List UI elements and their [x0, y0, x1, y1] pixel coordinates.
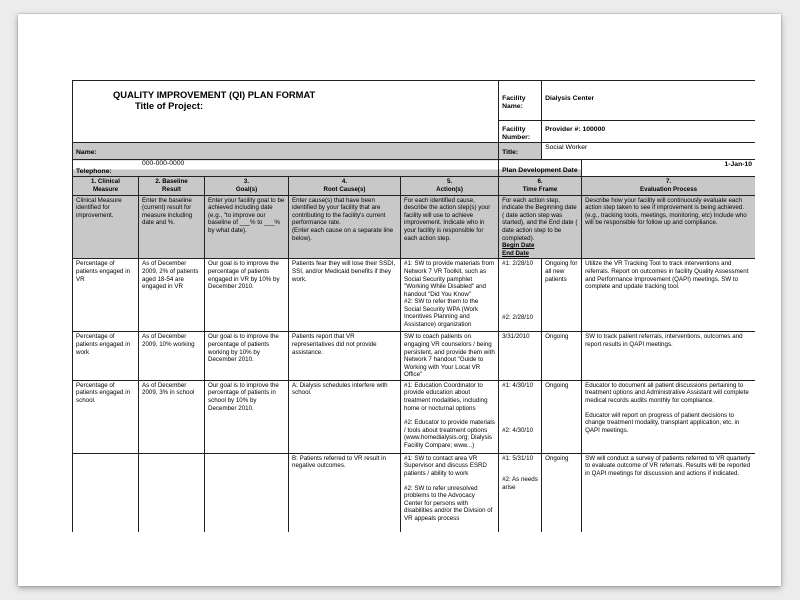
goal-cell: [205, 453, 289, 532]
telephone-value: 000-000-0000: [142, 160, 185, 168]
instruction-time-frame: For each action step, indicate the Beginning date ( date action step was started), and the End date ( date action step to be completed). Begin Date End Date: [499, 195, 582, 259]
instruction-evaluation: Describe how your facility will continuously evaluate each action step taken to see if improvement is being achieved. (e.g., tracking tools, meetings, monitoring, etc) Include who will be responsible for follow up and compliance.: [582, 195, 755, 259]
col-header-actions: 5. Action(s): [401, 177, 499, 195]
action-cell: #1: SW to contact area VR Supervisor and discuss ESRD patients / ability to work #2: SW to refer unresolved problems to the Advocacy Center for persons with disabilities and/or the Division of VR appeals process: [401, 453, 499, 532]
root-cause-cell: A: Dialysis schedules interfere with school.: [289, 380, 401, 453]
facility-name-value: Dialysis Center: [545, 95, 595, 102]
project-title-label: Title of Project:: [135, 100, 204, 111]
begin-date-cell: #1: 5/31/10 #2: As needs arise: [499, 453, 542, 532]
action-cell: #1: SW to provide materials from Network 7 VR Toolkit, such as Social Security pamphlet "Working While Disabled" and handout "Did You Know" #2: SW to refer them to the Social Security WPA (Work Incentives Planning and Assistance) organization: [401, 259, 499, 332]
col-header-goals: 3. Goal(s): [205, 177, 289, 195]
baseline-cell: [139, 453, 205, 532]
goal-cell: Our goal is to improve the percentage of patients in school by 10% by December 2010.: [205, 380, 289, 453]
instruction-measure: Clinical Measure identified for improvement.: [73, 195, 139, 259]
end-date-cell: Ongoing: [542, 380, 582, 453]
evaluation-cell: Utilize the VR Tracking Tool to track interventions and referrals. Report on outcomes in facility Quality Assessment and Performance Improvement (QAPI) meetings. SW to complete and update tracking tool.: [582, 259, 755, 332]
measure-cell: Percentage of patients engaged in school.: [73, 380, 139, 453]
plan-date-label-cell: [499, 160, 582, 177]
instruction-baseline: Enter the baseline (current) result for measure including date and %.: [139, 195, 205, 259]
facility-number-value-cell: [542, 121, 755, 143]
end-date-cell: Ongoing: [542, 332, 582, 381]
goal-cell: Our goal is to improve the percentage of patients working by 10% by December 2010.: [205, 332, 289, 381]
root-cause-cell: Patients fear they will lose their SSDI, SSI, and/or Medicaid benefits if they work.: [289, 259, 401, 332]
action-cell: #1: Education Coordinator to provide education about treatment modalities, including home or nocturnal options #2: Educator to provide materials / tools about treatment options (www.homedialysis.org; Dialysis Facility Compare; www...): [401, 380, 499, 453]
instruction-root-causes: Enter cause(s) that have been identified by your facility that are contributing to the facility's current performance rate. (Enter each cause on a separate line below).: [289, 195, 401, 259]
table-row: [73, 332, 756, 381]
measure-cell: Percentage of patients engaged in work: [73, 332, 139, 381]
baseline-cell: As of December 2009, 3% in school: [139, 380, 205, 453]
begin-date-cell: #1: 4/30/10 #2: 4/30/10: [499, 380, 542, 453]
telephone-label: Telephone:: [76, 167, 112, 175]
col-header-time-frame: 6. Time Frame: [499, 177, 582, 195]
qi-plan-table: [72, 80, 755, 532]
evaluation-cell: SW will conduct a survey of patients referred to VR quarterly to evaluate outcome of VR referrals. Results will be reported in QAPI meetings for discussion and actions if indicated.: [582, 453, 755, 532]
facility-number-label: Facility Number:: [502, 126, 531, 141]
facility-name-value-cell: [542, 81, 755, 121]
title-value: Social Worker: [545, 144, 588, 152]
col-header-baseline: 2. Baseline Result: [139, 177, 205, 195]
root-cause-cell: B: Patients referred to VR result in negative outcomes.: [289, 453, 401, 532]
title-value-cell: [542, 143, 755, 160]
telephone-cell: [73, 160, 499, 177]
measure-cell: [73, 453, 139, 532]
qi-plan-form: [72, 80, 755, 532]
action-cell: SW to coach patients on engaging VR counselors / being persistent, and provide them with Network 7 handout "Guide to Working with Your Local VR Office": [401, 332, 499, 381]
end-date-cell: Ongoing: [542, 453, 582, 532]
col-header-evaluation: 7. Evaluation Process: [582, 177, 755, 195]
table-row: [73, 259, 756, 332]
baseline-cell: As of December 2009, 10% working: [139, 332, 205, 381]
facility-number-value: Provider #: 100000: [545, 126, 606, 133]
table-row: [73, 453, 756, 532]
document-sheet: [18, 14, 781, 586]
goal-cell: Our goal is to improve the percentage of patients engaged in VR by 10% by December 2010.: [205, 259, 289, 332]
root-cause-cell: Patients report that VR representatives did not provide assistance.: [289, 332, 401, 381]
facility-name-label-cell: [499, 81, 542, 121]
name-cell: [73, 143, 499, 160]
evaluation-cell: Educator to document all patient discussions pertaining to treatment options and Administrative Assistant will complete medical records audits monthly for compliance. Educator will report on progress of patient decisions to change treatment modality, transplant application, etc. in QAPI meetings.: [582, 380, 755, 453]
title-label-cell: [499, 143, 542, 160]
plan-date-value-cell: [582, 160, 755, 177]
date-headings: [502, 242, 578, 257]
measure-cell: Percentage of patients engaged in VR: [73, 259, 139, 332]
instruction-goals: Enter your facility goal to be achieved including date (e.g., "to improve our baseline of ___% to ___% by what date).: [205, 195, 289, 259]
name-label: Name:: [76, 149, 97, 157]
title-label: Title:: [502, 149, 519, 157]
instruction-actions: For each identified cause, describe the action step(s) your facility will use to achieve improvement. Indicate who in your facility is responsible for each action step.: [401, 195, 499, 259]
table-row: [73, 380, 756, 453]
evaluation-cell: SW to track patient referrals, interventions, outcomes and report results in QAPI meetings.: [582, 332, 755, 381]
end-date-heading: End Date: [502, 249, 529, 257]
facility-name-label: Facility Name:: [502, 95, 526, 110]
end-date-cell: Ongoing for all new patients: [542, 259, 582, 332]
begin-date-cell: 3/31/2010: [499, 332, 542, 381]
baseline-cell: As of December 2009, 2% of patients aged 18-54 are engaged in VR: [139, 259, 205, 332]
plan-date-label: Plan Development Date: [502, 167, 578, 175]
begin-date-heading: Begin Date: [502, 242, 535, 250]
facility-number-label-cell: [499, 121, 542, 143]
plan-date-value: 1-Jan-10: [724, 161, 753, 169]
col-header-measure: 1. Clinical Measure: [73, 177, 139, 195]
form-title: QUALITY IMPROVEMENT (QI) PLAN FORMAT: [113, 89, 316, 100]
form-title-block: [73, 81, 499, 143]
col-header-root-causes: 4. Root Cause(s): [289, 177, 401, 195]
begin-date-cell: #1: 2/28/10 #2: 2/28/10: [499, 259, 542, 332]
